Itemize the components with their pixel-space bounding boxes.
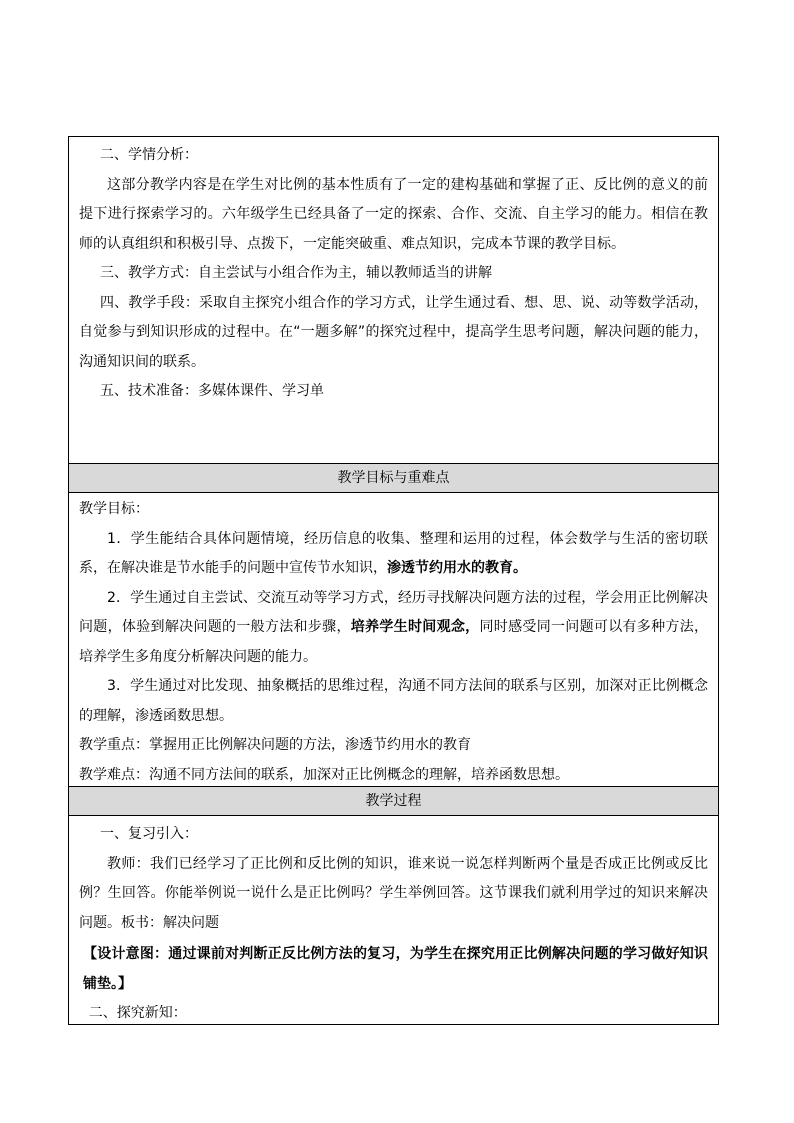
student-analysis-heading: 二、学情分析：	[100, 147, 198, 163]
design-intent: 【设计意图：通过课前对判断正反比例方法的复习，为学生在探究用正比例解决问题的学习做好知识铺垫。】	[83, 946, 708, 992]
goal-1-text: 1．学生能结合具体问题情境，经历信息的收集、整理和运用的过程，体会数学与生活的密切联系，在解决谁是节水能手的问题中宣传节水知识，	[79, 530, 708, 576]
goal-2	[69, 584, 718, 673]
goal-1-bold: 渗透节约用水的教育。	[387, 560, 527, 576]
tech-preparation-paragraph: 五、技术准备：多媒体课件、学习单	[100, 383, 324, 399]
review-paragraph: 教师：我们已经学习了正比例和反比例的知识，谁来说一说怎样判断两个量是否成正比例或反比例？生回答。你能举例说一说什么是正比例吗？学生举例回答。这节课我们就利用学过的知识来解决问题。板书：解决问题	[79, 855, 708, 931]
goal-2-bold: 培养学生时间观念，	[350, 619, 480, 635]
teaching-method-paragraph: 三、教学方式：自主尝试与小组合作为主，辅以教师适当的讲解	[100, 265, 492, 281]
teaching-means-paragraph: 四、教学手段：采取自主探究小组合作的学习方式，让学生通过看、想、思、说、动等数学活动，自觉参与到知识形成的过程中。在“一题多解”的探究过程中，提高学生思考问题，解决问题的能力，沟通知识间的联系。	[79, 294, 708, 370]
band-process-heading: 教学过程	[69, 787, 718, 816]
goal-1	[69, 525, 718, 584]
difficulty: 教学难点：沟通不同方法间的联系，加深对正比例概念的理解，培养函数思想。	[79, 766, 569, 783]
explore-heading: 二、探究新知：	[88, 1005, 187, 1021]
lesson-plan-table	[68, 136, 719, 1025]
review-heading: 一、复习引入：	[100, 826, 198, 842]
student-analysis-paragraph: 这部分教学内容是在学生对比例的基本性质有了一定的建构基础和掌握了正、反比例的意义的前提下进行探索学习的。六年级学生已经具备了一定的探索、合作、交流、自主学习的能力。相信在教师的认真组织和积极引导、点拨下，一定能突破重、难点知识，完成本节课的教学目标。	[79, 176, 708, 252]
goal-2-rest: 同时感受同一问题可以有多种方法，培养学生多角度分析解决问题的能力。	[79, 619, 709, 665]
student-analysis-section	[69, 137, 718, 464]
teaching-goals-section	[69, 493, 718, 787]
teaching-process-section	[69, 816, 718, 1024]
goal-3: 3．学生通过对比发现、抽象概括的思维过程，沟通不同方法间的联系与区别，加深对正比例概念的理解，渗透函数思想。	[79, 678, 708, 724]
band-goals-heading: 教学目标与重难点	[69, 464, 718, 493]
goal-2-text: 2．学生通过自主尝试、交流互动等学习方式，经历寻找解决问题方法的过程，学会用正比例解决问题，体验到解决问题的一般方法和步骤，	[79, 589, 708, 635]
key-point: 教学重点：掌握用正比例解决问题的方法，渗透节约用水的教育	[79, 737, 471, 753]
goals-label: 教学目标：	[79, 501, 149, 517]
